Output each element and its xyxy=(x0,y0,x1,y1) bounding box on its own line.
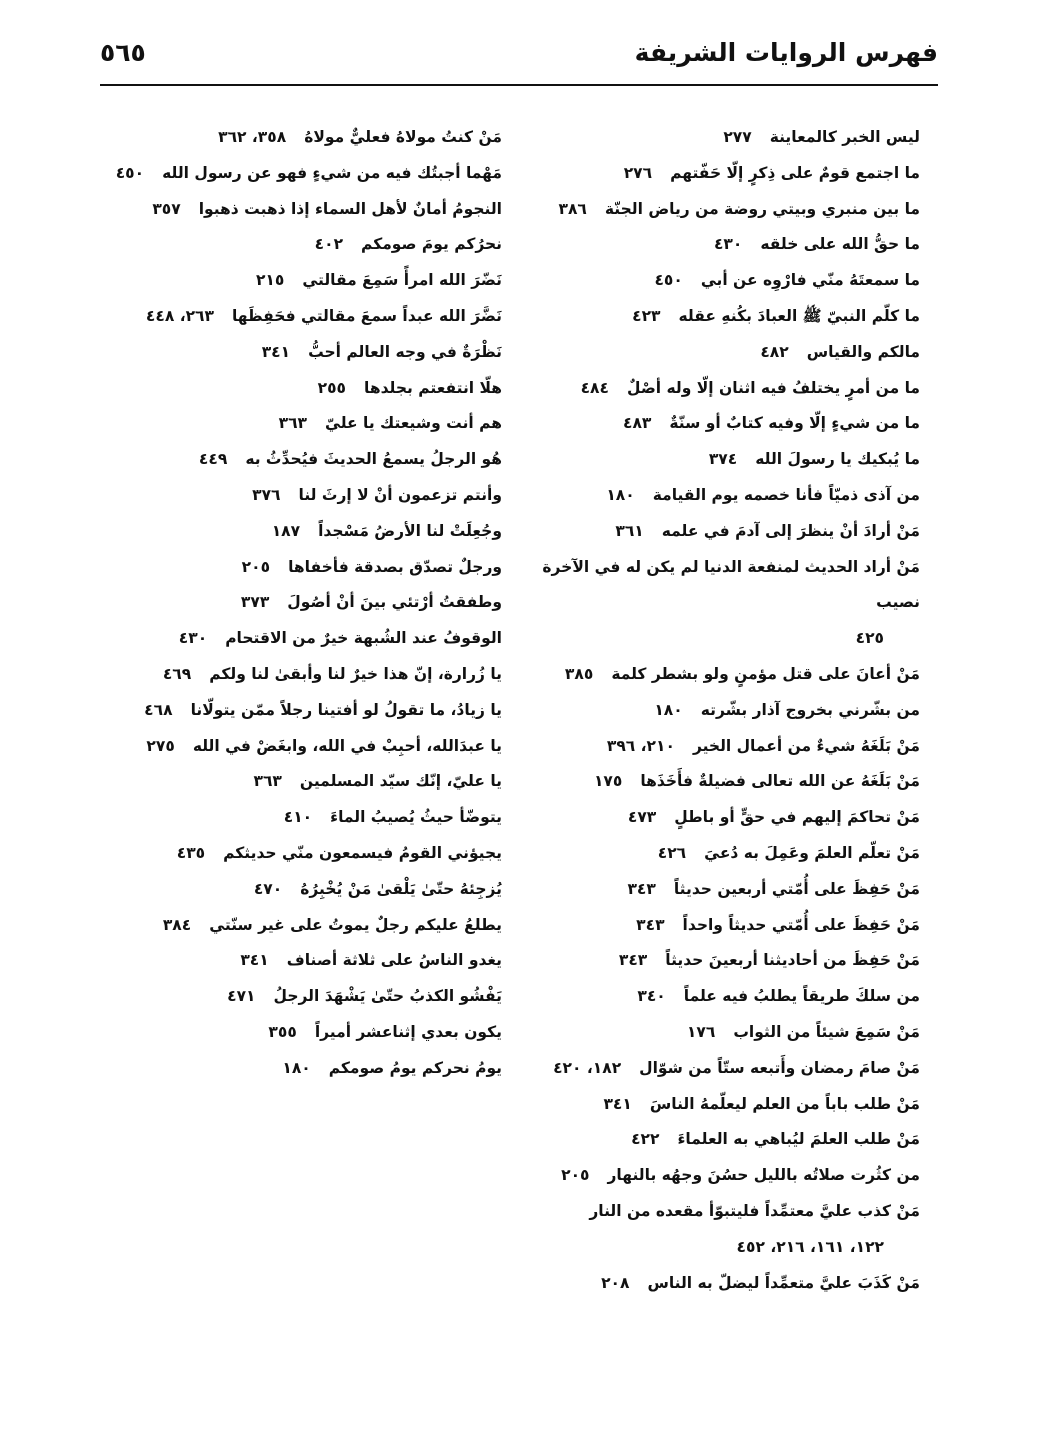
index-entry xyxy=(122,979,502,1015)
index-entry xyxy=(122,299,502,335)
hadith-text: يا زُرارة، إنّ هذا خيرٌ لنا وأبقىٰ لنا ولكم xyxy=(209,664,502,683)
hadith-text: يتوضّأ حيثُ يُصيبُ الماءَ xyxy=(330,808,502,827)
hadith-text: نَضَّرَ الله عبداً سمعَ مقالتي فحَفِظَها xyxy=(231,306,502,325)
index-entry xyxy=(536,299,920,335)
index-entry xyxy=(536,1158,920,1194)
index-entry xyxy=(536,764,920,800)
hadith-text: مَنْ حَفِظَ من أحاديثنا أربعينَ حديثاً xyxy=(665,951,920,970)
page-references: ١٢٢، ١٦١، ٢١٦، ٤٥٢ xyxy=(736,1237,884,1256)
hadith-text: مَنْ حَفِظَ على أُمّتي حديثاً واحداً xyxy=(682,915,920,934)
index-entry xyxy=(536,729,920,765)
index-entry xyxy=(122,872,502,908)
page-references: ٣٨٤ xyxy=(162,915,192,934)
hadith-text: مَنْ أعانَ على قتل مؤمنٍ ولو بشطر كلمة xyxy=(611,664,920,683)
page-references: ١٨٧ xyxy=(271,521,301,540)
index-entry xyxy=(122,371,502,407)
hadith-text: ورجلٌ تصدّق بصدقة فأخفاها xyxy=(288,557,502,576)
hadith-text: النجومُ أمانٌ لأهل السماء إذا ذهبت ذهبوا xyxy=(198,199,502,218)
page-references: ٣٥٨، ٣٦٢ xyxy=(218,128,287,146)
index-entry xyxy=(122,1051,502,1087)
index-entry xyxy=(536,120,920,156)
index-entry xyxy=(122,1015,502,1051)
hadith-text: وجُعِلَتْ لنا الأرضُ مَسْجداً xyxy=(318,521,502,540)
page-references: ٣٥٧ xyxy=(152,199,181,218)
hadith-text: ما كلّم النبيّ ﷺ العبادَ بكُنهِ عقله xyxy=(678,306,920,325)
page-references: ١٧٦ xyxy=(686,1022,716,1041)
index-entry xyxy=(122,514,502,550)
index-entry xyxy=(536,263,920,299)
index-entry xyxy=(536,800,920,836)
page-references: ٤٦٩ xyxy=(162,664,192,683)
index-entry xyxy=(122,693,502,729)
hadith-text: مَنْ أرادَ أنْ ينظرَ إلى آدمَ في علمه xyxy=(661,521,920,540)
hadith-text: ما سمعتَهُ منّي فارْوِه عن أبي xyxy=(700,271,920,290)
hadith-text: وطفقتُ أرْتئي بينَ أنْ أصُولَ xyxy=(287,593,502,612)
hadith-text: وأنتم تزعمون أنْ لا إرثَ لنا xyxy=(298,485,502,504)
hadith-text: من كثُرت صلاتُه بالليل حسُنَ وجهُه بالنهار xyxy=(607,1166,920,1185)
page-references: ٤١٠ xyxy=(283,808,313,827)
page-references: ٣٤٣ xyxy=(627,879,656,898)
page-references: ٤٥٠ xyxy=(654,271,683,290)
page-references: ١٨٢، ٤٢٠ xyxy=(553,1058,622,1077)
hadith-text: مَنْ بَلَغَهُ شيءٌ من أعمال الخير xyxy=(692,736,920,755)
hadith-text: الوقوفُ عند الشُبهة خيرٌ من الاقتحام xyxy=(225,629,502,648)
page-references: ٣٤١ xyxy=(240,951,269,970)
hadith-text: مَنْ كنتُ مولاهُ فعليٌّ مولاهُ xyxy=(304,128,502,146)
page-references: ٣٧٤ xyxy=(708,450,738,469)
hadith-text: يا عبدَالله، أحبِبْ في الله، وابغَضْ في الله xyxy=(192,736,502,755)
index-entry xyxy=(122,478,502,514)
page-references: ٤٢٦ xyxy=(657,843,687,862)
index-entry xyxy=(536,514,920,550)
index-entry xyxy=(536,1087,920,1123)
hadith-text: مَنْ طلب العلمَ ليُباهي به العلماءَ xyxy=(677,1130,920,1149)
hadith-text: نحرُكم يومَ صومكم xyxy=(361,235,502,254)
page-references: ٤٣٥ xyxy=(176,843,206,862)
index-entry xyxy=(536,979,920,1015)
hadith-text: يجيؤني القومُ فيسمعون منّي حديثكم xyxy=(223,843,502,862)
index-entry xyxy=(122,836,502,872)
index-entry xyxy=(122,442,502,478)
hadith-text: من سلكَ طريقاً يطلبُ فيه علماً xyxy=(683,987,920,1006)
page-references: ٣٥٥ xyxy=(268,1022,297,1041)
page-references: ٣٤١ xyxy=(261,342,291,361)
page-references: ٤٠٢ xyxy=(314,235,344,254)
index-entry xyxy=(536,657,920,693)
page-references: ٢١٠، ٣٩٦ xyxy=(606,736,675,755)
hadith-text: يا عليّ، إنّك سيّد المسلمين xyxy=(299,772,502,791)
index-entry xyxy=(536,908,920,944)
page-references: ٢٦٣، ٤٤٨ xyxy=(145,306,214,325)
hadith-text: مَنْ كَذَبَ عليَّ متعمِّداً ليضلّ به الناس xyxy=(647,1273,920,1292)
page-references: ٣٤٣ xyxy=(618,951,648,970)
page-references: ٣٧٦ xyxy=(252,485,281,504)
page-references: ٤٧٠ xyxy=(253,879,283,898)
page-references: ٤٤٩ xyxy=(198,450,228,469)
page-header xyxy=(100,28,938,88)
index-entry xyxy=(536,550,920,657)
hadith-text: يُزجِئهُ حتّىٰ يَلْقىٰ مَنْ يُخْبِرُهُ xyxy=(300,879,502,898)
page-references: ٣٨٥ xyxy=(564,664,594,683)
index-entry xyxy=(536,406,920,442)
hadith-text: من بشّرني بخروج آذار بشّرته xyxy=(700,700,920,719)
page-references: ٢٠٥ xyxy=(561,1166,590,1185)
page-references: ٤٢٥ xyxy=(855,629,884,648)
index-entry xyxy=(122,550,502,586)
hadith-text: يومُ نحركم يومُ صومكم xyxy=(328,1058,502,1077)
page-references: ٣٦٣ xyxy=(278,414,308,433)
index-entry xyxy=(536,943,920,979)
index-column-left xyxy=(115,120,502,1087)
index-entry xyxy=(115,156,502,192)
hadith-text: نَظْرَةٌ في وجه العالم أحبُّ xyxy=(308,342,502,361)
page-references: ١٨٠ xyxy=(654,700,683,719)
index-entry xyxy=(536,872,920,908)
page-references: ٤٨٤ xyxy=(580,378,609,397)
hadith-text: ما من أمرٍ يختلفُ فيه اثنان إلّا وله أصْلٌ xyxy=(626,378,920,397)
header-rule xyxy=(100,84,938,86)
hadith-text: ليس الخبر كالمعاينة xyxy=(769,128,920,146)
page-references: ٢٥٥ xyxy=(317,378,346,397)
page-references: ١٧٥ xyxy=(593,772,623,791)
index-entry xyxy=(536,442,920,478)
page-references: ٤٣٠ xyxy=(178,629,208,648)
page-references: ٤٢٢ xyxy=(631,1130,660,1149)
hadith-text: من آذى ذميّاً فأنا خصمه يوم القيامة xyxy=(652,485,920,504)
index-entry xyxy=(536,693,920,729)
page-number: ٥٦٥ xyxy=(100,38,146,67)
hadith-text: مَنْ طلب باباً من العلم ليعلّمهُ الناسَ xyxy=(649,1094,920,1113)
hadith-text: مَنْ حَفِظَ على أُمّتي أربعين حديثاً xyxy=(673,879,920,898)
page-references: ٣٧٣ xyxy=(240,593,270,612)
hadith-text: مَنْ أراد الحديث لمنفعة الدنيا لم يكن له في الآخرة نصيب xyxy=(542,557,920,612)
index-entry xyxy=(122,406,502,442)
page-references: ٢١٥ xyxy=(255,271,285,290)
page-references: ٢٧٥ xyxy=(146,736,175,755)
page-references: ٢٠٥ xyxy=(241,557,271,576)
page-references: ٤٢٣ xyxy=(632,306,661,325)
page-references: ٤٥٠ xyxy=(115,163,145,182)
hadith-text: مَنْ تعلّم العلمَ وعَمِلَ به دُعيَ xyxy=(704,843,920,862)
index-entry xyxy=(536,478,920,514)
hadith-text: مالكم والقياس xyxy=(806,342,920,361)
page-references: ١٨٠ xyxy=(606,485,635,504)
index-entry xyxy=(122,800,502,836)
page-references: ٤٨٣ xyxy=(623,414,652,433)
page-references: ٤٣٠ xyxy=(713,235,743,254)
hadith-text: ما اجتمع قومٌ على ذِكرٍ إلّا حَفّتهم xyxy=(670,163,920,182)
hadith-text: ما من شيءٍ إلّا وفيه كتابٌ أو سنّةٌ xyxy=(669,414,920,433)
hadith-text: نَضّرَ الله امرأً سَمِعَ مقالتي xyxy=(302,271,502,290)
index-entry xyxy=(122,192,502,228)
index-entry xyxy=(536,1122,920,1158)
hadith-text: هلّا انتفعتم بجلدها xyxy=(364,378,502,397)
page-references: ٢٧٦ xyxy=(623,163,653,182)
index-entry xyxy=(536,1194,920,1266)
hadith-text: مَنْ تحاكمَ إليهم في حقٍّ أو باطلٍ xyxy=(674,808,920,827)
index-entry xyxy=(536,1051,920,1087)
hadith-text: مَهْما أجبتُك فيه من شيءٍ فهو عن رسول الله xyxy=(162,163,502,182)
index-entry xyxy=(122,585,502,621)
running-title: فهرس الروايات الشريفة xyxy=(634,38,938,67)
page-references: ٣٦١ xyxy=(615,521,644,540)
index-entry xyxy=(122,120,502,156)
page-references: ٢٠٨ xyxy=(601,1273,630,1292)
hadith-text: مَنْ بَلَغَهُ عن الله تعالى فضيلةٌ فأَخَذَها xyxy=(640,772,920,791)
page-references: ٤٨٢ xyxy=(760,342,789,361)
index-entry xyxy=(122,621,502,657)
index-entry xyxy=(536,227,920,263)
index-entry xyxy=(122,764,502,800)
hadith-text: ما بين منبري وبيتي روضة من رياض الجنّة xyxy=(604,199,920,218)
index-entry xyxy=(536,156,920,192)
index-entry xyxy=(536,1015,920,1051)
page-references: ٣٤٠ xyxy=(637,987,666,1006)
hadith-text: هم أنت وشيعتك يا عليّ xyxy=(325,414,502,433)
index-column-right xyxy=(536,120,920,1301)
index-entry xyxy=(122,263,502,299)
hadith-text: يطلعُ عليكم رجلٌ يموتُ على غير سنّتي xyxy=(209,915,502,934)
page-references: ٤٧١ xyxy=(227,987,256,1006)
hadith-text: يَفْشُو الكذبُ حتّىٰ يَشْهَدَ الرجلُ xyxy=(273,987,502,1006)
hadith-text: هُو الرجلُ يسمعُ الحديثَ فيُحدِّثُ به xyxy=(245,450,502,469)
hadith-text: مَنْ كذب عليَّ معتمِّداً فليتبوّأ مقعده من النار xyxy=(589,1201,920,1220)
page-references: ٣٨٦ xyxy=(558,199,587,218)
hadith-text: مَنْ سَمِعَ شيئاً من الثواب xyxy=(733,1022,920,1041)
page-references: ٤٧٣ xyxy=(627,808,657,827)
hadith-text: ما يُبكيك يا رسولَ الله xyxy=(755,450,920,469)
index-entry xyxy=(536,192,920,228)
page-references: ٣٤١ xyxy=(603,1094,632,1113)
index-entry xyxy=(122,943,502,979)
hadith-text: يا زيادُ، ما تقولُ لو أفتينا رجلاً ممّن يتولّانا xyxy=(190,700,502,719)
index-entry xyxy=(122,657,502,693)
hadith-text: يغدو الناسُ على ثلاثة أصناف xyxy=(286,951,502,970)
page-references: ٢٧٧ xyxy=(723,128,752,146)
hadith-text: ما حقُّ الله على خلقه xyxy=(760,235,920,254)
index-entry xyxy=(122,335,502,371)
index-entry xyxy=(122,227,502,263)
page-references: ٣٤٣ xyxy=(636,915,665,934)
index-entry xyxy=(122,729,502,765)
index-entry xyxy=(536,836,920,872)
page-references: ٣٦٣ xyxy=(253,772,282,791)
index-entry xyxy=(536,1266,920,1302)
index-entry xyxy=(536,371,920,407)
hadith-text: يكون بعدي إثناعشر أميراً xyxy=(314,1022,502,1041)
index-entry xyxy=(536,335,920,371)
index-entry xyxy=(122,908,502,944)
page-references: ٤٦٨ xyxy=(144,700,173,719)
page-references: ١٨٠ xyxy=(282,1058,311,1077)
hadith-text: مَنْ صامَ رمضان وأَتبعه ستّاً من شوّال xyxy=(639,1058,920,1077)
